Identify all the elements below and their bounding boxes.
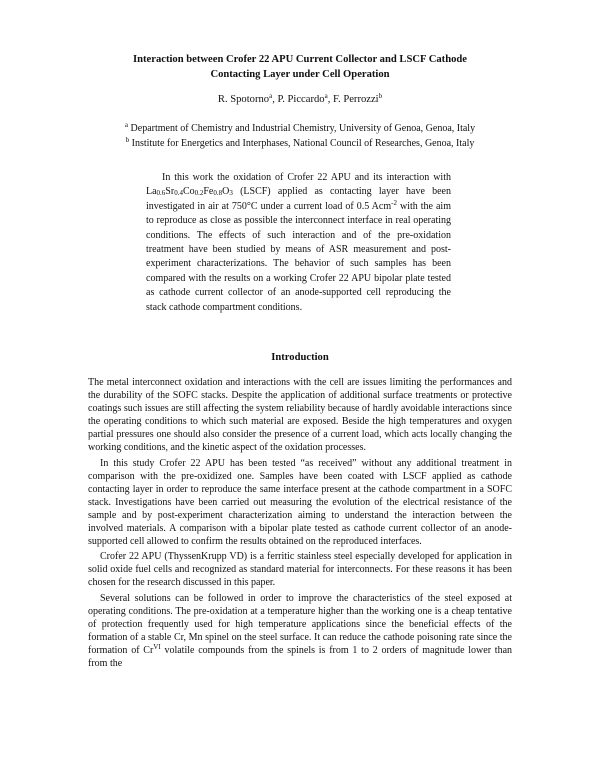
formula-subscript: 0.6 bbox=[156, 189, 166, 198]
paper-title bbox=[60, 52, 540, 82]
author-affiliation-mark: b bbox=[378, 92, 383, 100]
abstract-text: with the aim to reproduce as close as possible the interconnect interface in real operating conditions. The effects of such interaction and of the pre-oxidation treatment have been studied by means of ASR measurement and post-experiment characterizations. The behavior of such samples has been compared with the results on a working Crofer 22 APU bipolar plate tested as cathode current collector of an anode-supported cell reproducing the stack cathode compartment conditions. bbox=[146, 200, 451, 313]
body-text-span: Several solutions can be followed in order to improve the characteristics of the steel exposed at operating conditions. The pre-oxidation at a temperature higher than the working one is a cheap tentative of protection frequently used for high temperature applications since the beneficial effects of the formation of a stable Cr, Mn spinel on the steel surface. It can reduce the cathode poisoning rate since the formation of Cr bbox=[88, 592, 512, 656]
abstract bbox=[146, 171, 451, 315]
formula-element: Co bbox=[182, 186, 195, 198]
body-text-span: volatile compounds from the spinels is from 1 to 2 orders of magnitude lower than from the bbox=[88, 644, 513, 669]
author-separator: , bbox=[272, 94, 278, 105]
body-paragraph bbox=[88, 592, 512, 671]
section-heading-introduction: Introduction bbox=[271, 352, 329, 363]
affiliation-list bbox=[60, 121, 540, 151]
author-name: F. Perrozzi bbox=[332, 94, 379, 105]
formula-subscript: 3 bbox=[229, 189, 233, 198]
oxidation-state-superscript: VI bbox=[153, 642, 161, 651]
title-line-1: Interaction between Crofer 22 APU Current Collector and LSCF Cathode bbox=[133, 54, 467, 65]
affiliation bbox=[60, 121, 540, 136]
body-paragraph: The metal interconnect oxidation and interactions with the cell are issues limiting the performances and the durability of the SOFC stacks. Despite the application of additional surface treatments or protective coatings such issues are still affecting the system reliability because of hardly avoidable interactions since the operating conditions to which such material are exposed. Beside the high temperatures and oxygen partial pressures one should also consider the presence of a current load, which acts locally changing the working conditions, and the kinetic aspect of the oxidation processes. bbox=[88, 377, 512, 454]
author-affiliation-mark: a bbox=[324, 92, 328, 100]
author-affiliation-mark: a bbox=[269, 92, 273, 100]
formula-subscript: 0.4 bbox=[174, 189, 183, 198]
body-paragraph: In this study Crofer 22 APU has been tested “as received” without any additional treatment in comparison with the pre-oxidized one. Samples have been coated with LSCF applied as cathode contacting layer in order to reproduce the same interface present at the cathode compartment in a SOFC stack. Investigations have been carried out measuring the evolution of the electrical resistance of the sample and by post-experiment characterization aiming to understand the interaction between the involved materials. A comparison with a bipolar plate tested as cathode current collector of an anode-supported cell allowed to confirm the results obtained on the reproduced interfaces. bbox=[88, 457, 512, 548]
formula-element: Sr bbox=[165, 186, 175, 198]
body-text bbox=[88, 376, 512, 672]
affiliation-text: Institute for Energetics and Interphases, National Council of Researches, Genoa, Italy bbox=[131, 138, 475, 149]
abstract-text: In this work the oxidation of Crofer 22 APU and its interaction with La bbox=[146, 172, 451, 198]
body-paragraph: Crofer 22 APU (ThyssenKrupp VD) is a ferritic stainless steel especially developed for application in solid oxide fuel cells and recognized as standard material for interconnects. For these reasons it has been chosen for the research discussed in this paper. bbox=[88, 551, 512, 589]
abstract-text: (LSCF) applied as contacting layer have been investigated in air at 750°C under a current load of 0.5 Acm bbox=[146, 186, 451, 212]
formula-element: Fe bbox=[203, 186, 214, 198]
affiliation-mark: b bbox=[125, 136, 130, 144]
author-name: P. Piccardo bbox=[277, 94, 325, 105]
unit-exponent: -2 bbox=[391, 198, 397, 207]
formula-subscript: 0.8 bbox=[213, 189, 223, 198]
affiliation-text: Department of Chemistry and Industrial Chemistry, University of Genoa, Genoa, Italy bbox=[130, 123, 476, 134]
affiliation bbox=[60, 136, 540, 151]
formula-element: O bbox=[222, 186, 230, 198]
formula-subscript: 0.2 bbox=[194, 189, 204, 198]
author-list bbox=[60, 93, 540, 107]
author-name: R. Spotorno bbox=[217, 94, 270, 105]
abstract-paragraph bbox=[146, 171, 451, 315]
affiliation-mark: a bbox=[124, 121, 129, 129]
title-line-2: Contacting Layer under Cell Operation bbox=[210, 69, 390, 80]
author-separator: , bbox=[327, 94, 333, 105]
